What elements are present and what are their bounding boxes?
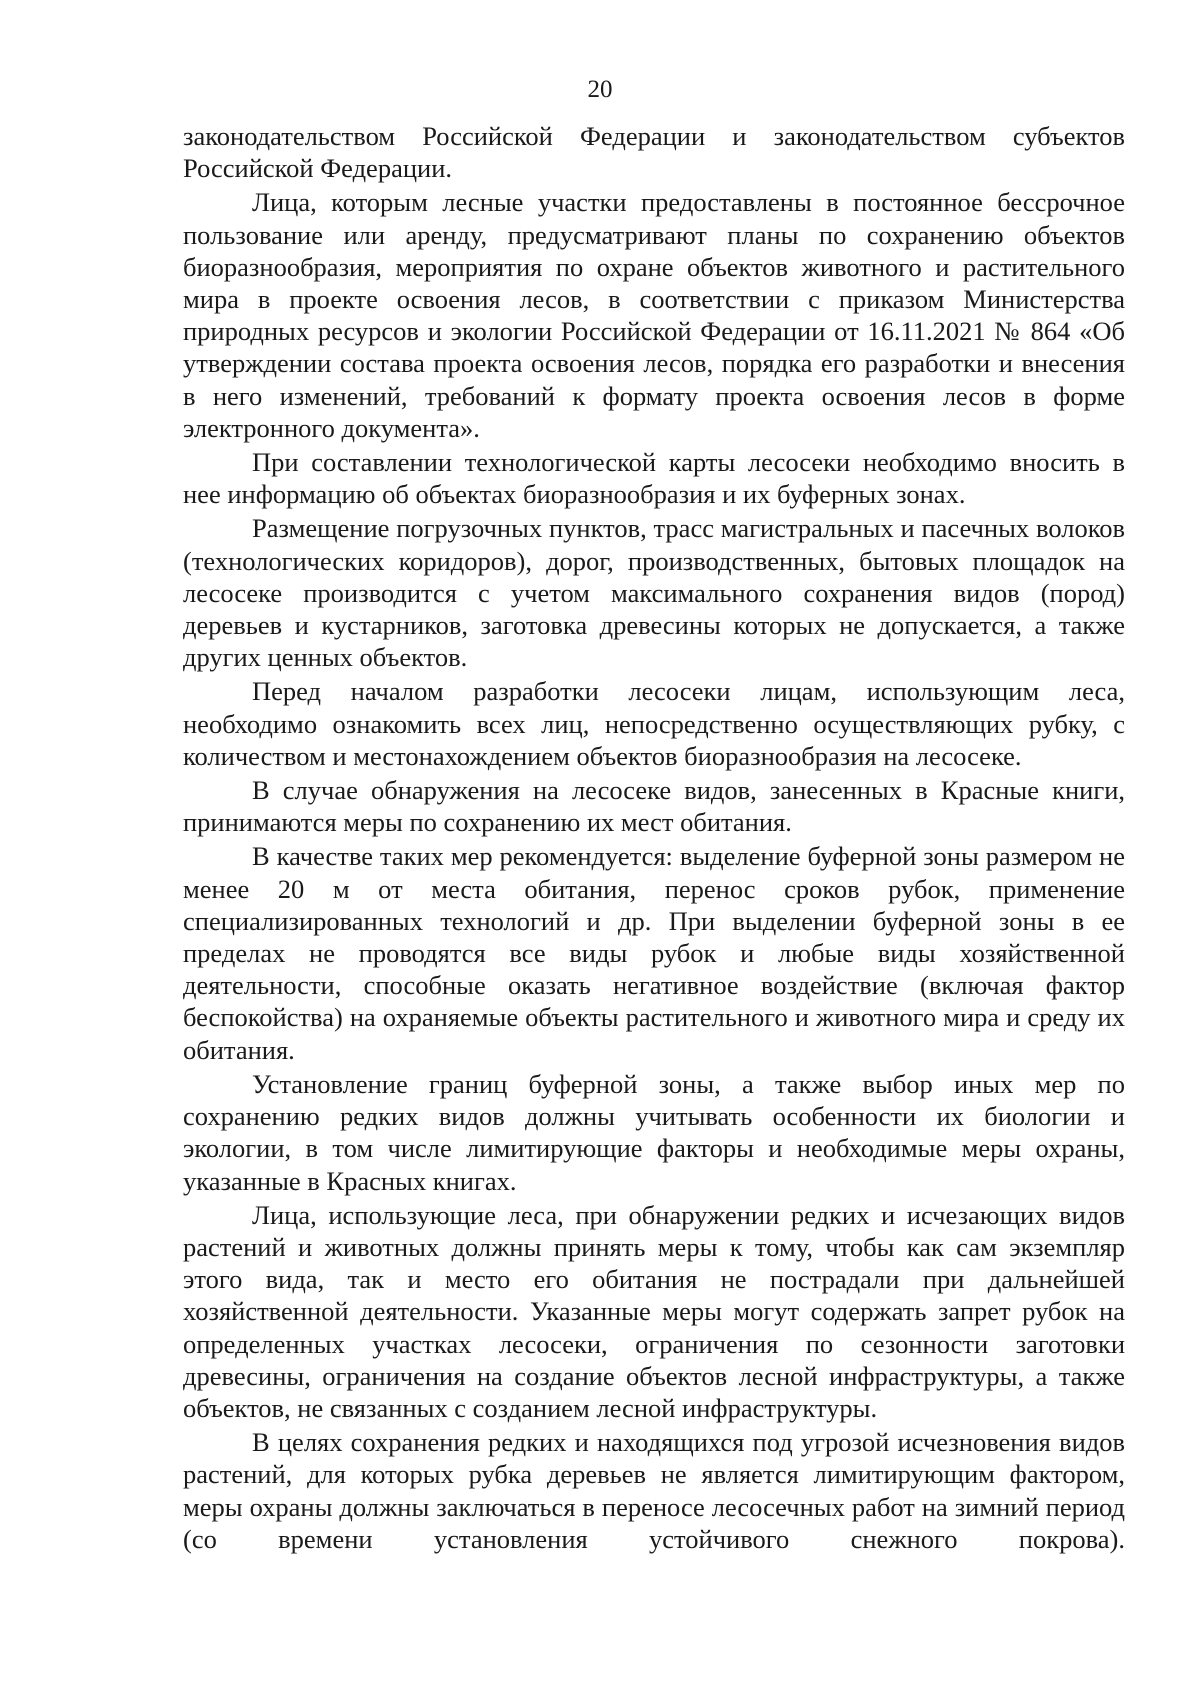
- paragraph-4: Размещение погрузочных пунктов, трасс магистральных и пасечных волоков (технологических коридоров), дорог, производственных, бытовых площадок на лесосеке производится с учетом максимального сохранения видов (пород) деревьев и кустарников, заготовка древесины которых не допускается, а также других ценных объектов.: [183, 513, 1125, 673]
- paragraph-10: В целях сохранения редких и находящихся под угрозой исчезновения видов растений, для которых рубка деревьев не является лимитирующим фактором, меры охраны должны заключаться в переносе лесосечных работ на зимний период (со времени установления устойчивого снежного покрова).: [183, 1427, 1125, 1554]
- paragraph-3: При составлении технологической карты лесосеки необходимо вносить в нее информацию об объектах биоразнообразия и их буферных зонах.: [183, 447, 1125, 510]
- paragraph-1: законодательством Российской Федерации и законодательством субъектов Российской Федерации.: [183, 121, 1125, 184]
- body-text: [183, 120, 1125, 1557]
- paragraph-8: Установление границ буферной зоны, а также выбор иных мер по сохранению редких видов должны учитывать особенности их биологии и экологии, в том числе лимитирующие факторы и необходимые меры охраны, указанные в Красных книгах.: [183, 1068, 1125, 1196]
- paragraph-5: Перед началом разработки лесосеки лицам, использующим леса, необходимо ознакомить всех лиц, непосредственно осуществляющих рубку, с количеством и местонахождением объектов биоразнообразия на лесосеке.: [183, 676, 1125, 771]
- paragraph-6: В случае обнаружения на лесосеке видов, занесенных в Красные книги, принимаются меры по сохранению их мест обитания.: [183, 775, 1125, 838]
- paragraph-9: Лица, использующие леса, при обнаружении редких и исчезающих видов растений и животных должны принять меры к тому, чтобы как сам экземпляр этого вида, так и место его обитания не пострадали при дальнейшей хозяйственной деятельности. Указанные меры могут содержать запрет рубок на определенных участках лесосеки, ограничения по сезонности заготовки древесины, ограничения на создание объектов лесной инфраструктуры, а также объектов, не связанных с созданием лесной инфраструктуры.: [183, 1199, 1125, 1423]
- page-number: 20: [587, 76, 613, 103]
- paragraph-7: В качестве таких мер рекомендуется: выделение буферной зоны размером не менее 20 м от места обитания, перенос сроков рубок, применение специализированных технологий и др. При выделении буферной зоны в ее пределах не проводятся все виды рубок и любые виды хозяйственной деятельности, способные оказать негативное воздействие (включая фактор беспокойства) на охраняемые объекты растительного и животного мира и среду их обитания.: [183, 841, 1125, 1065]
- paragraph-2: Лица, которым лесные участки предоставлены в постоянное бессрочное пользование или аренду, предусматривают планы по сохранению объектов биоразнообразия, мероприятия по охране объектов животного и растительного мира в проекте освоения лесов, в соответствии с приказом Министерства природных ресурсов и экологии Российской Федерации от 16.11.2021 № 864 «Об утверждении состава проекта освоения лесов, порядка его разработки и внесения в него изменений, требований к формату проекта освоения лесов в форме электронного документа».: [183, 187, 1125, 443]
